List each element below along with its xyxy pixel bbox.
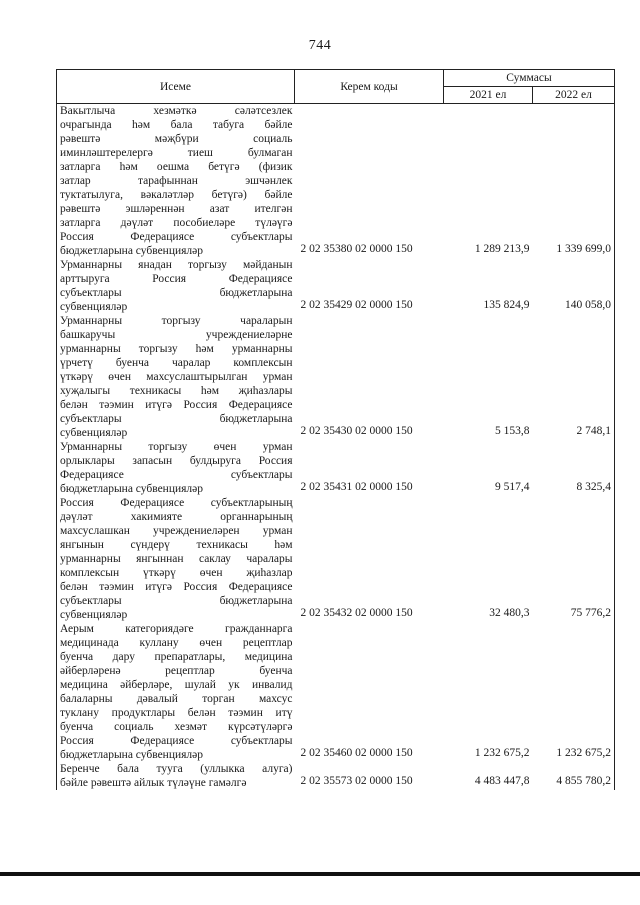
row-name-line: буенча дару препаратлары, медицина [60,651,293,663]
row-name [57,258,295,314]
row-value-2021: 5 153,8 [495,425,530,437]
row-name-line: янгынын сүндерү техникасы һәм [60,539,293,551]
row-name-line: Россия Федерациясе субъектлары [60,231,293,243]
row-name-line: бюджетларына субвенцияләр [60,749,204,761]
row-name-line: Урманнарны янадан торгызу мәйданын [60,259,293,271]
scan-edge-bar [0,872,640,876]
row-name-line: үткәрү өчен махсуслаштырылган урман [60,371,293,383]
table-row [57,314,615,440]
row-name-line: медицинада куллану өчен рецептлар [60,637,293,649]
row-name-line: рәвештә мәҗбүри социаль [60,133,293,145]
table-row [57,104,615,259]
row-value-2021: 9 517,4 [495,481,530,493]
row-name [57,104,295,259]
row-name-line: бәйле рәвештә айлык түләүне гамәлгә [60,777,247,789]
table-row [57,622,615,762]
row-name-line: хуҗалыгы техникасы һәм җиһазлары [60,385,293,397]
row-name-line: орлыклары запасын булдыруга Россия [60,455,293,467]
page-number: 744 [308,38,332,53]
row-name [57,762,295,790]
header-sums: Суммасы [444,70,615,87]
row-value-2021: 135 824,9 [483,299,530,311]
row-name-line: белән тәэмин итүгә Россия Федерациясе [60,399,293,411]
row-name-line: иминләштерелергә тиеш булмаган [60,147,293,159]
table-body [57,104,615,791]
row-name-line: Вакытлыча хезмәткә сәләтсезлек [60,105,293,117]
row-code: 2 02 35431 02 0000 150 [300,481,413,493]
table-row [57,258,615,314]
row-name-line: рәвештә эшләреннән азат ителгән [60,203,293,215]
row-name-line: Аерым категориядәге гражданнарга [60,623,293,635]
row-name-line: Урманнарны торгызу өчен урман [60,441,293,453]
row-name-line: затларга дәүләт пособиеләре түләүгә [60,217,293,229]
row-name-line: затларга һәм оешма бетүгә (физик [60,161,293,173]
row-name-line: башкаручы учреждениеләрне [60,329,293,341]
header-code: Керем коды [295,70,444,104]
row-name-line: бюджетларына субвенцияләр [60,245,204,257]
row-name-line: арттыруга Россия Федерациясе [60,273,293,285]
row-name-line: балаларны дәвалый торган махсус [60,693,293,705]
row-value-2021: 32 480,3 [489,607,530,619]
row-code: 2 02 35573 02 0000 150 [300,775,413,787]
row-name-line: белән тәэмин итүгә Россия Федерациясе [60,581,293,593]
row-name-line: Россия Федерациясе субъектларының [60,497,293,509]
row-name-line: затлар тарафыннан эшчәнлек [60,175,293,187]
row-name [57,622,295,762]
row-value-2022: 8 325,4 [533,440,615,496]
header-year-2022: 2022 ел [533,87,615,104]
row-value-2021: 1 232 675,2 [474,747,530,759]
row-name-line: махсуслашкан учреждениеләрен урман [60,525,293,537]
row-code: 2 02 35429 02 0000 150 [300,299,413,311]
row-name-line: урманнарны торгызу һәм урманнарны [60,343,293,355]
header-name: Исеме [57,70,295,104]
row-value-2022: 4 855 780,2 [533,762,615,790]
row-name-line: Россия Федерациясе субъектлары [60,735,293,747]
row-name-line: субвенцияләр [60,609,128,621]
table-row [57,496,615,622]
row-name-line: бюджетларына субвенцияләр [60,483,204,495]
row-name-line: туклану продуктлары белән тәэмин итү [60,707,293,719]
row-name-line: Беренче бала тууга (уллыкка алуга) [60,763,293,775]
row-name-line: үрчетү буенча чаралар комплексын [60,357,293,369]
row-name-line: дәүләт хакимияте органнарының [60,511,293,523]
row-name-line: очрагында һәм бала табуга бәйле [60,119,293,131]
row-name-line: урманнарны янгыннан саклау чаралары [60,553,293,565]
table-row [57,440,615,496]
row-value-2022: 1 339 699,0 [533,104,615,259]
row-name-line: субъектлары бюджетларына [60,413,293,425]
row-name-line: субвенцияләр [60,427,128,439]
row-value-2021: 4 483 447,8 [474,775,530,787]
row-name [57,440,295,496]
row-name [57,496,295,622]
row-name-line: субвенцияләр [60,301,128,313]
row-name-line: Урманнарны торгызу чараларын [60,315,293,327]
row-name-line: субъектлары бюджетларына [60,287,293,299]
row-name-line: Федерациясе субъектлары [60,469,293,481]
table-header [57,70,615,104]
row-value-2022: 2 748,1 [533,314,615,440]
subventions-table [56,69,615,790]
row-name [57,314,295,440]
row-value-2021: 1 289 213,9 [474,243,530,255]
row-code: 2 02 35460 02 0000 150 [300,747,413,759]
row-value-2022: 1 232 675,2 [533,622,615,762]
header-year-2021: 2021 ел [444,87,533,104]
row-code: 2 02 35430 02 0000 150 [300,425,413,437]
row-name-line: субъектлары бюджетларына [60,595,293,607]
row-name-line: буенча социаль хезмәт күрсәтүләргә [60,721,293,733]
row-name-line: комплексын үткәрү өчен җиһазлар [60,567,293,579]
row-code: 2 02 35380 02 0000 150 [300,243,413,255]
row-name-line: әйберләренә рецептлар буенча [60,665,293,677]
row-name-line: медицина әйберләре, шулай ук инвалид [60,679,293,691]
row-value-2022: 140 058,0 [533,258,615,314]
row-name-line: туктатылуга, вәкаләтләр бетүгә) бәйле [60,189,293,201]
row-code: 2 02 35432 02 0000 150 [300,607,413,619]
table-row [57,762,615,790]
row-value-2022: 75 776,2 [533,496,615,622]
